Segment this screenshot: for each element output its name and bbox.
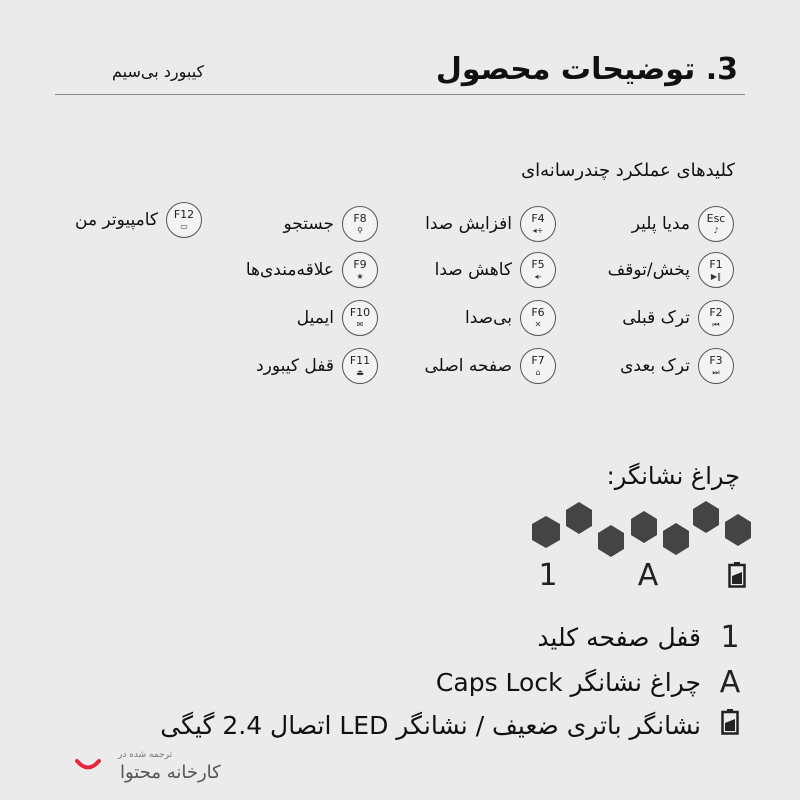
key-f11 xyxy=(342,348,378,384)
volume-down-icon: ◂- xyxy=(534,272,542,281)
indicator-hexagon xyxy=(631,511,657,543)
key-code: F7 xyxy=(531,354,545,367)
page-title: 3. توضیحات محصول xyxy=(435,52,738,87)
key-f11-item xyxy=(256,346,378,386)
num-lock-label: 1 xyxy=(538,558,558,593)
brand-logo-icon xyxy=(75,758,101,772)
key-label: جستجو xyxy=(283,214,334,234)
key-f10-item xyxy=(297,298,378,338)
key-label: ایمیل xyxy=(296,308,334,328)
key-f1 xyxy=(698,252,734,288)
legend-text: نشانگر باتری ضعیف / نشانگر LED اتصال 2.4 گیگی xyxy=(160,711,701,740)
key-code: Esc xyxy=(706,212,726,225)
next-track-icon: ⏭ xyxy=(712,368,720,377)
brand-caption: ترجمه شده در xyxy=(118,750,173,760)
key-f9 xyxy=(342,252,378,288)
legend-symbol: 1 xyxy=(720,620,740,655)
indicator-title: چراغ نشانگر: xyxy=(606,462,740,490)
legend-caps-lock xyxy=(436,665,745,700)
key-f3 xyxy=(698,348,734,384)
key-f10 xyxy=(342,300,378,336)
key-f6 xyxy=(520,300,556,336)
battery-icon xyxy=(728,562,746,588)
key-f7-item xyxy=(425,346,556,386)
key-f8 xyxy=(342,206,378,242)
key-code: F5 xyxy=(531,258,545,271)
legend-symbol: A xyxy=(719,665,741,700)
legend-symbol xyxy=(715,708,745,743)
product-name: کیبورد بی‌سیم xyxy=(112,62,205,81)
key-label: پخش/توقف xyxy=(607,260,690,280)
indicator-hexagon xyxy=(725,514,751,546)
email-icon: ✉ xyxy=(356,320,364,329)
key-f4 xyxy=(520,206,556,242)
key-code: F8 xyxy=(353,212,367,225)
key-f7 xyxy=(520,348,556,384)
key-f1-item xyxy=(608,250,734,290)
key-f2-item xyxy=(622,298,734,338)
key-label: بی‌صدا xyxy=(465,308,512,328)
volume-up-icon: ◂+ xyxy=(532,226,544,235)
key-code: F11 xyxy=(349,354,371,367)
key-f4-item xyxy=(425,204,556,244)
my-computer-icon: ▭ xyxy=(180,222,188,231)
key-label: مدیا پلیر xyxy=(631,214,690,234)
key-code: F12 xyxy=(173,208,195,221)
key-f2 xyxy=(698,300,734,336)
key-label: ترک قبلی xyxy=(622,308,690,328)
previous-track-icon: ⏮ xyxy=(712,320,720,329)
key-f5 xyxy=(520,252,556,288)
key-code: F6 xyxy=(531,306,545,319)
key-code: F10 xyxy=(349,306,371,319)
indicator-hexagon xyxy=(598,525,624,557)
indicator-hexagons xyxy=(520,495,760,565)
key-label: کاهش صدا xyxy=(434,260,512,280)
key-code: F2 xyxy=(709,306,723,319)
indicator-hexagon xyxy=(566,502,592,534)
caps-lock-label: A xyxy=(637,558,659,593)
key-code: F9 xyxy=(353,258,367,271)
music-note-icon: ♪ xyxy=(713,226,719,235)
legend-text: چراغ نشانگر Caps Lock xyxy=(435,668,701,697)
search-icon: ⚲ xyxy=(357,226,363,235)
legend-text: قفل صفحه کلید xyxy=(537,623,701,652)
key-f12 xyxy=(166,202,202,238)
favorites-star-icon: ★ xyxy=(356,272,364,281)
key-code: F4 xyxy=(531,212,545,225)
key-label: ترک بعدی xyxy=(620,356,690,376)
key-label: افزایش صدا xyxy=(425,214,512,234)
indicator-hexagon xyxy=(532,516,560,548)
key-f9-item xyxy=(246,250,378,290)
key-esc xyxy=(698,206,734,242)
key-f8-item xyxy=(283,204,378,244)
key-label: علاقه‌مندی‌ها xyxy=(245,260,334,280)
home-icon: ⌂ xyxy=(535,368,541,377)
key-code: F1 xyxy=(709,258,723,271)
mute-icon: ✕ xyxy=(534,320,542,329)
key-label: کامپیوتر من xyxy=(75,210,158,230)
multimedia-keys-title: کلیدهای عملکرد چندرسانه‌ای xyxy=(521,160,735,181)
key-f3-item xyxy=(620,346,734,386)
keyboard-lock-icon: ⏏ xyxy=(356,368,364,377)
key-f5-item xyxy=(435,250,556,290)
indicator-hexagon xyxy=(663,523,689,555)
indicator-hexagon xyxy=(693,501,719,533)
key-esc-item xyxy=(632,204,734,244)
brand-name: کارخانه محتوا xyxy=(120,762,221,783)
play-pause-icon: ▶‖ xyxy=(710,272,722,281)
key-label: قفل کیبورد xyxy=(256,356,334,376)
key-label: صفحه اصلی xyxy=(424,356,512,376)
key-f12-item xyxy=(75,200,202,240)
battery-icon xyxy=(721,709,739,735)
legend-num-lock xyxy=(537,620,745,655)
key-code: F3 xyxy=(709,354,723,367)
key-f6-item xyxy=(465,298,556,338)
legend-battery xyxy=(160,708,745,743)
